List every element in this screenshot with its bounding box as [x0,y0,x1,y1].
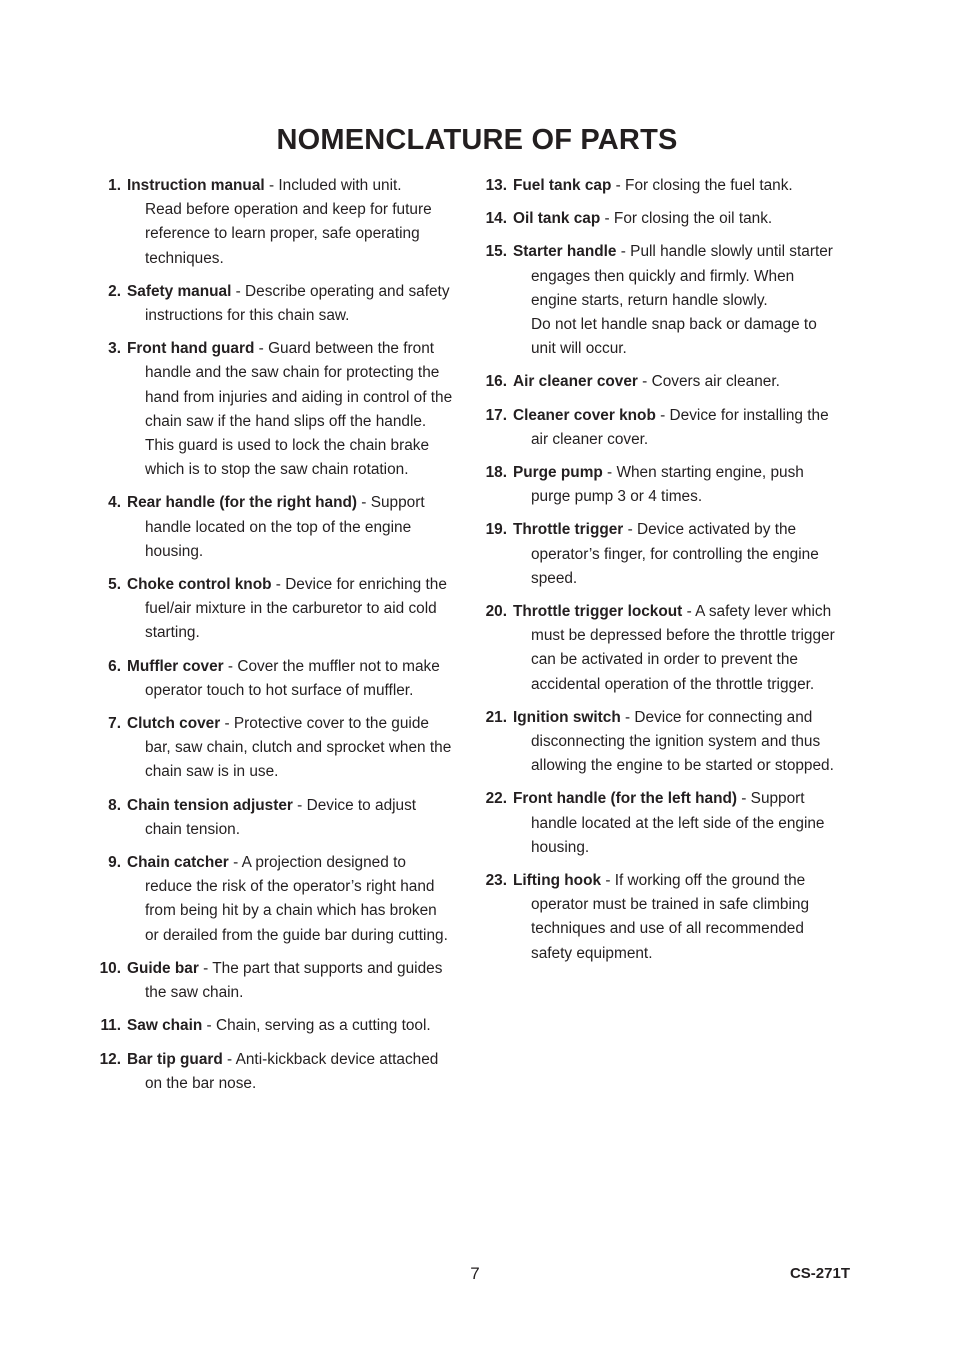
item-first-line [99,573,469,597]
part-description-line: hand from injuries and aiding in control of the [145,388,453,406]
part-description-line: operator’s finger, for controlling the engine [531,545,819,563]
part-name: Ignition switch [513,708,621,726]
item-number: 1. [108,177,121,194]
part-description-line: purge pump 3 or 4 times. [531,488,703,506]
part-description-line: handle located on the top of the engine [145,518,412,536]
part-description: - If working off the ground the [601,872,806,890]
part-name: Cleaner cover knob [513,406,656,424]
item-first-line [99,794,469,818]
part-description-line: air cleaner cover. [531,430,649,448]
item-number: 16. [485,373,507,391]
item-number: 21. [485,708,507,726]
item-number: 3. [108,340,121,358]
part-name: Air cleaner cover [513,373,638,391]
part-name: Saw chain [127,1017,203,1035]
part-description-line: engages then quickly and firmly. When [531,267,795,285]
parts-list-right-column [485,174,857,975]
item-number: 18. [485,464,507,482]
parts-list-item [99,573,469,646]
part-description: - For closing the fuel tank. [611,177,793,194]
parts-list-item [485,787,857,860]
part-name: Chain catcher [127,854,229,872]
part-description-line: must be depressed before the throttle trigger [531,627,835,645]
part-description-line: bar, saw chain, clutch and sprocket when the [145,739,452,757]
item-number: 11. [100,1017,121,1035]
part-description-line: techniques. [145,249,224,267]
item-first-line [99,957,469,981]
part-description-line: unit will occur. [531,340,627,358]
part-description-line: reduce the risk of the operator’s right hand [145,878,435,896]
part-description: - Protective cover to the guide [220,715,429,733]
part-description-line: reference to learn proper, safe operating [145,225,420,243]
parts-list-item [99,851,469,948]
part-description: - Pull handle slowly until starter [616,243,833,261]
parts-list-item [485,404,857,452]
part-description: - Support [737,790,805,808]
part-name: Rear handle (for the right hand) [127,494,358,512]
part-description: - The part that supports and guides [198,959,443,977]
part-description: - A safety lever which [682,603,832,621]
parts-list-item [99,957,469,1005]
part-description-line: This guard is used to lock the chain brake [145,437,430,455]
parts-list-item [99,712,469,785]
part-name: Bar tip guard [127,1050,223,1068]
part-description-line: instructions for this chain saw. [145,307,350,325]
item-number: 12. [99,1050,121,1068]
item-first-line [485,787,857,811]
part-description-line: speed. [531,569,578,587]
part-name: Front hand guard [127,340,255,358]
part-description-line: operator must be trained in safe climbing [531,896,810,914]
part-description: - Device for enriching the [271,576,447,594]
parts-list-item [99,174,469,271]
item-number: 6. [108,657,121,675]
part-name: Oil tank cap [513,210,601,228]
part-description-line: starting. [145,624,200,642]
parts-list-item [485,370,857,394]
item-first-line [485,370,857,394]
part-description: - Anti-kickback device attached [222,1050,439,1068]
item-first-line [485,600,857,624]
item-first-line [485,869,857,893]
part-description-line: housing. [531,838,590,856]
item-first-line [99,851,469,875]
item-first-line [99,174,469,198]
parts-list-item [485,207,857,231]
part-description-line: or derailed from the guide bar during cutting. [145,926,448,944]
item-first-line [485,518,857,542]
part-description-line: housing. [145,542,204,560]
part-description: - Device activated by the [623,521,797,539]
part-description: - A projection designed to [228,854,406,872]
parts-list-item [485,518,857,591]
item-number: 7. [108,715,121,733]
item-number: 8. [108,796,121,814]
item-number: 9. [108,854,121,872]
item-first-line [485,404,857,428]
item-number: 2. [108,282,121,300]
part-description-line: Do not let handle snap back or damage to [531,316,817,334]
item-number: 10. [99,959,121,977]
parts-list-left-column [99,174,469,1105]
parts-list-item [485,706,857,779]
part-name: Chain tension adjuster [127,796,293,814]
parts-list-item [99,655,469,703]
part-name: Clutch cover [127,715,221,733]
part-description: - Chain, serving as a cutting tool. [202,1017,431,1035]
parts-list-item [99,337,469,482]
item-number: 4. [108,494,121,512]
item-number: 14. [485,210,507,228]
item-number: 13. [485,177,507,194]
part-description-line: safety equipment. [531,944,653,962]
part-description: - Describe operating and safety [231,282,450,300]
part-name: Front handle (for the left hand) [513,790,737,808]
parts-list-item [485,461,857,509]
part-description: - Support [357,494,425,512]
part-name: Throttle trigger [513,521,624,539]
part-description: - Guard between the front [254,340,435,358]
item-first-line [99,1048,469,1072]
parts-list-item [99,1048,469,1096]
part-description-line: Read before operation and keep for future [145,201,432,219]
item-first-line [99,655,469,679]
item-first-line [99,491,469,515]
part-description-line: disconnecting the ignition system and thus [531,733,821,751]
part-description: - Included with unit. [264,177,402,194]
part-description-line: fuel/air mixture in the carburetor to aid cold [145,600,437,618]
part-name: Muffler cover [127,657,224,675]
page-number: 7 [470,1264,480,1283]
page-title: NOMENCLATURE OF PARTS [276,124,678,156]
item-first-line [485,706,857,730]
item-first-line [99,280,469,304]
item-first-line [99,712,469,736]
item-number: 15. [485,243,507,261]
part-name: Guide bar [127,959,199,977]
part-description: - Cover the muffler not to make [223,657,440,675]
parts-list-item [485,869,857,966]
part-name: Safety manual [127,282,232,300]
part-name: Throttle trigger lockout [513,603,683,621]
item-number: 19. [485,521,507,539]
part-description-line: engine starts, return handle slowly. [531,291,768,309]
part-name: Purge pump [513,464,603,482]
parts-list-item [99,794,469,842]
part-name: Choke control knob [127,576,272,594]
model-number: CS-271T [789,1265,850,1282]
part-description-line: the saw chain. [145,984,244,1002]
part-name: Fuel tank cap [513,177,612,194]
part-description-line: from being hit by a chain which has broken [145,902,437,920]
item-first-line [99,1014,469,1038]
parts-list-item [99,1014,469,1038]
item-number: 22. [485,790,507,808]
part-description-line: handle located at the left side of the engine [531,814,825,832]
part-description: - When starting engine, push [602,464,804,482]
parts-list-item [99,491,469,564]
part-description-line: operator touch to hot surface of muffler. [145,681,414,699]
part-name: Lifting hook [513,872,602,890]
part-description-line: chain saw is in use. [145,763,279,781]
part-name: Instruction manual [127,177,265,194]
item-first-line [485,207,857,231]
part-description: - Device for connecting and [620,708,813,726]
part-description-line: allowing the engine to be started or stopped. [531,757,834,775]
item-first-line [485,174,857,198]
item-number: 5. [108,576,121,594]
part-description-line: can be activated in order to prevent the [531,651,798,669]
item-first-line [99,337,469,361]
part-description-line: handle and the saw chain for protecting the [145,364,440,382]
part-description-line: which is to stop the saw chain rotation. [145,461,409,479]
part-description-line: chain saw if the hand slips off the handle. [145,412,427,430]
parts-list-item [485,600,857,697]
parts-list-item [485,240,857,361]
part-description: - Device for installing the [655,406,829,424]
item-first-line [485,240,857,264]
part-description: - Device to adjust [292,796,417,814]
part-description: - For closing the oil tank. [600,210,773,228]
part-name: Starter handle [513,243,617,261]
part-description: - Covers air cleaner. [637,373,780,391]
item-number: 23. [485,872,507,890]
part-description-line: on the bar nose. [145,1074,257,1092]
parts-list-item [485,174,857,198]
item-first-line [485,461,857,485]
part-description-line: accidental operation of the throttle trigger. [531,675,815,693]
part-description-line: chain tension. [145,820,240,838]
item-number: 17. [485,406,507,424]
part-description-line: techniques and use of all recommended [531,920,804,938]
parts-list-item [99,280,469,328]
item-number: 20. [485,603,507,621]
